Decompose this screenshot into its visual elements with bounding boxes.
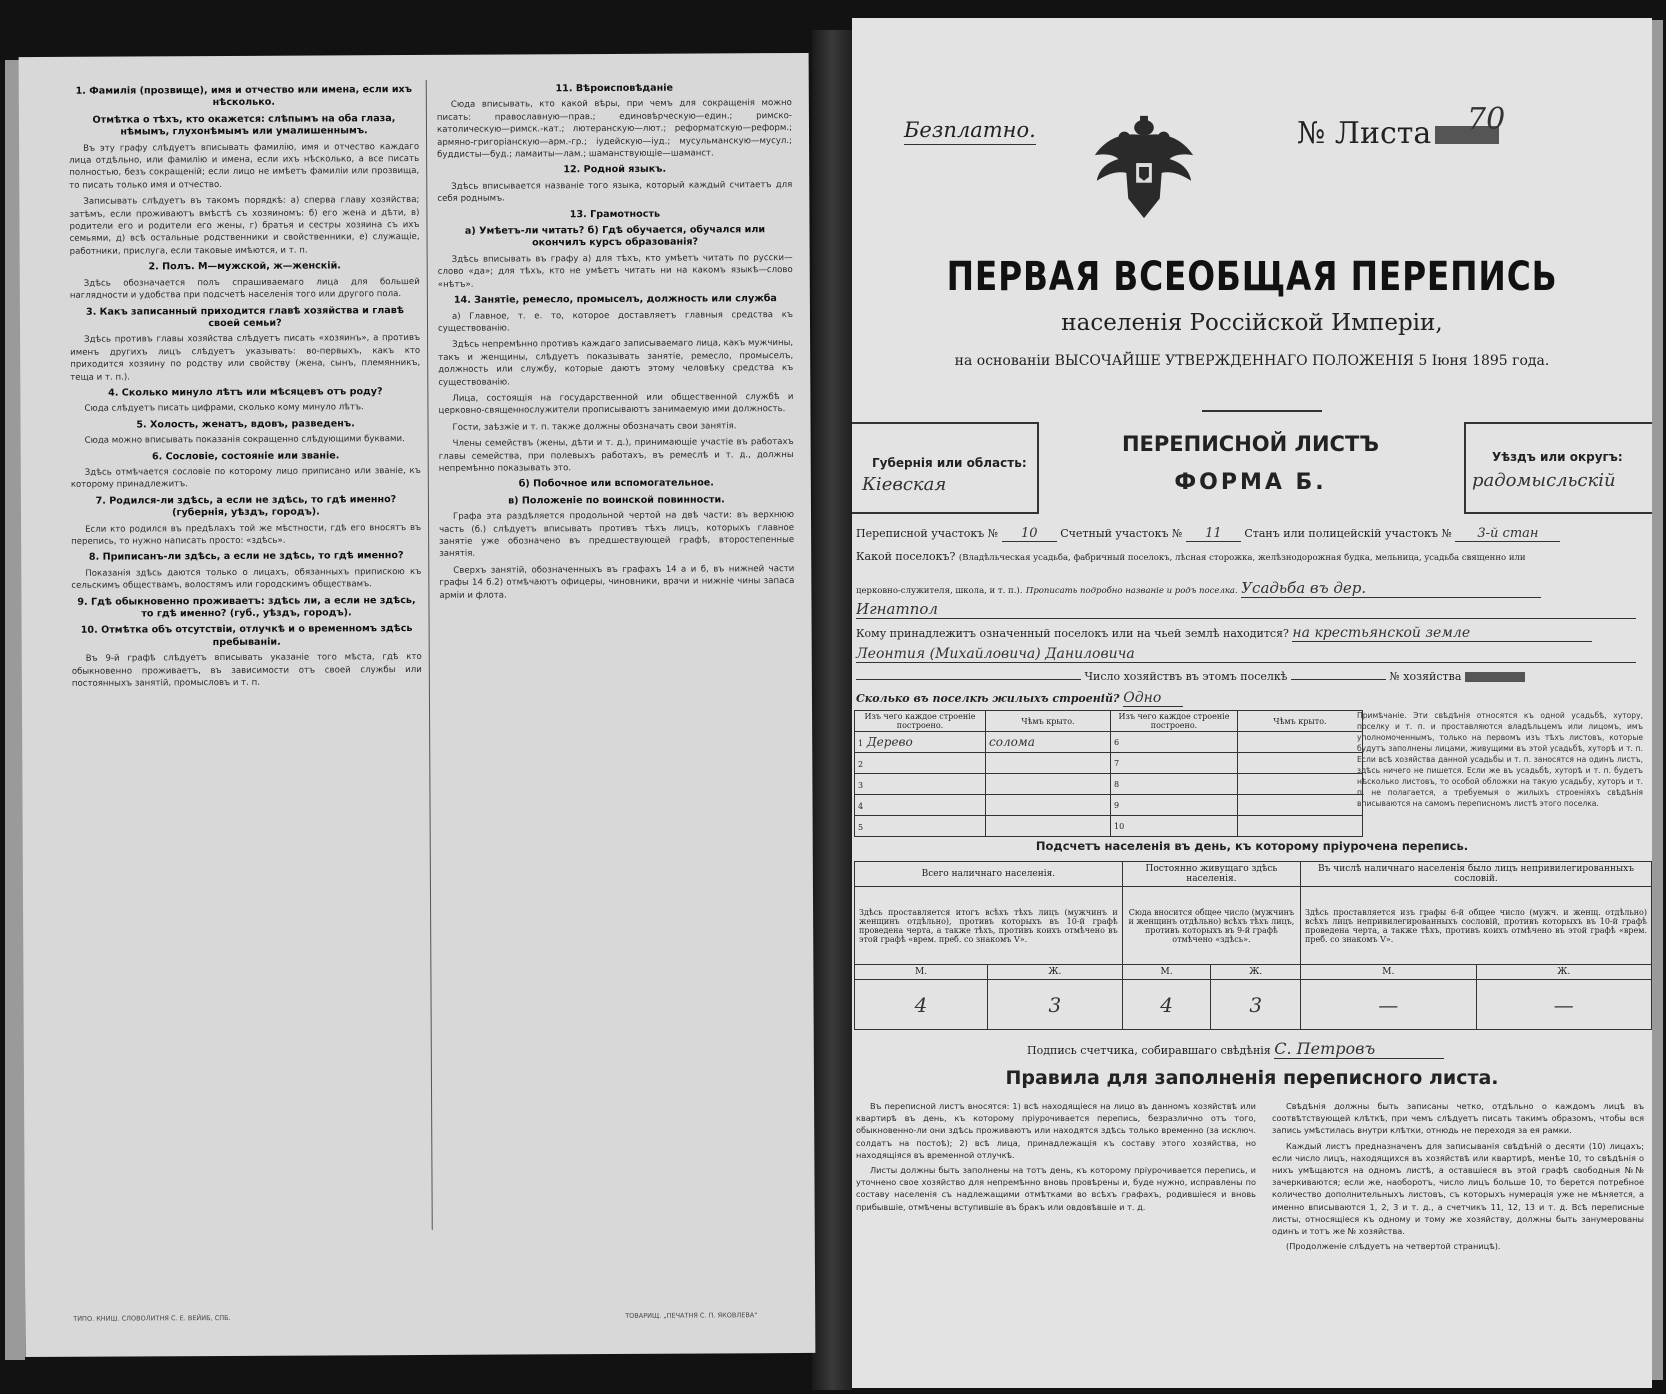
pop-header-resident: Постоянно живущаго здѣсь населенія.: [1122, 862, 1300, 887]
bt-material-header: Изъ чего каждое строеніе построено.: [855, 711, 986, 732]
instruction-paragraph: Гости, заѣзжіе и т. п. также должны обозначать свои занятія.: [452, 421, 737, 433]
census-form-page: [852, 18, 1652, 1388]
count-district-value: 11: [1186, 526, 1241, 542]
buildings-row: [855, 774, 1363, 795]
instruction-heading: 3. Какъ записанный приходится главѣ хозяйства и главѣ своей семьи?: [85, 304, 404, 329]
instruction-paragraph: Сюда вписывать, кто какой вѣры, при чемъ для сокращенія можно писать: православную—прав.; единовѣрческую—един.; римско-католическую—римск.-кат.; лютеранскую—лют.; реформатскую—реформ.; армяно-григоріанскую—арм.-гр.; іудейскую—іуд.; мусульманскую—мусул.; буддисты—буд.; ламаиты—лам.; шаманствующіе—шаманст.: [436, 98, 793, 160]
signature-line: [1027, 1039, 1444, 1059]
rules-column-left: [856, 1100, 1256, 1216]
pop-header-nonprivileged: Въ числѣ наличнаго населенія было лицъ непривилегированныхъ сословій.: [1301, 862, 1652, 887]
settlement-value-2: Игнатпол: [856, 600, 1636, 619]
instruction-paragraph: Графа эта раздѣляется продольной чертой на двѣ части: въ верхнюю часть (б.) слѣдуетъ вписывать противъ тѣхъ лицъ, которыхъ главное занятіе уже обозначено въ предшествующей графѣ, второстепенные занятія.: [439, 510, 795, 560]
instruction-paragraph: Здѣсь вписывать въ графу а) для тѣхъ, кто умѣетъ читать по русски—слово «да»; для тѣхъ, кто не умѣетъ читать ни на какомъ языкѣ—слово «нѣтъ».: [437, 252, 793, 290]
district-line: [856, 526, 1560, 542]
bt-roof-value: [1238, 732, 1363, 753]
census-title: ПЕРВАЯ ВСЕОБЩАЯ ПЕРЕПИСЬ: [946, 254, 1558, 300]
instruction-heading: а) Умѣетъ-ли читать? б) Гдѣ обучается, обучался или окончилъ курсъ образованія?: [464, 224, 766, 249]
instruction-heading: в) Положеніе по воинской повинности.: [508, 494, 725, 507]
instruction-heading: 13. Грамотность: [569, 208, 661, 220]
bt-material-header-2: Изъ чего каждое строеніе построено.: [1111, 711, 1238, 732]
bt-roof-value: [986, 795, 1111, 816]
bt-row-number: 6: [1111, 732, 1238, 753]
instruction-heading: 4. Сколько минуло лѣтъ или мѣсяцевъ отъ роду?: [108, 386, 383, 399]
sheet-title: ПЕРЕПИСНОЙ ЛИСТЪ: [1121, 432, 1379, 456]
pop-desc-resident: Сюда вносится общее число (мужчинъ и женщинъ отдѣльно) всѣхъ тѣхъ лицъ, противъ которыхъ въ 9-й графѣ отмѣчено «здѣсь».: [1122, 887, 1300, 965]
stan-label: Станъ или полицейскій участокъ №: [1244, 527, 1452, 540]
uezd-box: [1464, 422, 1652, 514]
instruction-heading: Отмѣтка о тѣхъ, кто окажется: слѣпымъ на оба глаза, нѣмымъ, глухонѣмымъ или умалишеннымъ.: [92, 112, 396, 138]
instruction-heading: 9. Гдѣ обыкновенно проживаетъ: здѣсь ли, а если не здѣсь, то гдѣ именно? (губ., уѣздъ, городъ).: [77, 594, 416, 620]
settlement-value: Усадьба въ дер.: [1241, 579, 1541, 598]
bt-material-cell: [855, 816, 986, 837]
instruction-paragraph: Записывать слѣдуетъ въ такомъ порядкѣ: а) сперва главу хозяйства; затѣмъ, если проживаютъ вмѣстѣ съ хозяиномъ: б) его жена и дѣти, в) родители его и родители его жены, г) братья и сестры хозяина съ ихъ семьями, д) всѣ остальные родственники и свойственники, е) служащіе, работники, прислуга, если таковые имѣются, и т. п.: [69, 195, 420, 257]
population-table: [854, 861, 1652, 1030]
bt-row-number: 8: [1111, 774, 1238, 795]
population-title: Подсчетъ населенія въ день, къ которому пріурочена перепись.: [1035, 839, 1469, 853]
bt-material-cell: [855, 753, 986, 774]
bt-row-number: 9: [1111, 795, 1238, 816]
instruction-paragraph: Сюда слѣдуетъ писать цифрами, сколько кому минуло лѣтъ.: [84, 402, 364, 415]
instruction-paragraph: Сверхъ занятій, обозначенныхъ въ графахъ 14 а и б, въ нижней части графы 14 б.2) отмѣчаютъ офицеры, чиновники, врачи и нижніе чины запаса арміи и флота.: [439, 563, 795, 601]
census-district-label: Переписной участокъ №: [856, 527, 999, 540]
pop-f-label: Ж.: [1211, 965, 1301, 980]
bt-roof-value: [1238, 795, 1363, 816]
settlement-label: Какой поселокъ?: [856, 550, 956, 563]
pop-header-total: Всего наличнаго населенія.: [855, 862, 1123, 887]
instruction-heading: б) Побочное или вспомогательное.: [518, 477, 714, 490]
bt-roof-value: [1238, 753, 1363, 774]
instruction-paragraph: а) Главное, т. е. то, которое доставляетъ главныя средства къ существованію.: [438, 309, 793, 334]
uezd-label: Уѣздъ или округъ:: [1492, 450, 1623, 464]
instruction-heading: 8. Приписанъ-ли здѣсь, а если не здѣсь, то гдѣ именно?: [88, 550, 404, 564]
buildings-row: [855, 732, 1363, 753]
bt-roof-value: [1238, 774, 1363, 795]
bt-roof-header-2: Чѣмъ крыто.: [1238, 711, 1363, 732]
rules-paragraph: Каждый листъ предназначенъ для записыванія свѣдѣній о десяти (10) лицахъ; если число лицъ, находящихся въ хозяйствѣ или квартирѣ, менѣе 10, то свѣдѣнія о нихъ умѣщаются на одномъ листѣ, а оставшіеся въ этой графѣ свободныя №№ зачеркиваются; если же, наоборотъ, число лицъ больше 10, то берется потребное количество дополнительныхъ листовъ, съ которыхъ нумерація уже не мѣняется, а именно вписываются 1, 2, 3 и т. д., а счетчикъ 11, 12, 13 и т. д. Всѣ переписные листы, относящіеся къ одному и тому же хозяйству, должны быть занумерованы одинъ и тотъ же № хозяйства.: [1272, 1140, 1644, 1237]
bt-row-number: 4: [858, 802, 864, 811]
instruction-paragraph: Здѣсь непремѣнно противъ каждаго записываемаго лица, какъ мужчины, такъ и женщины, слѣдуетъ показывать занятіе, ремесло, промыселъ, должность или службу, которые даютъ этому человѣку средства къ существованію.: [438, 338, 794, 388]
title-divider: [1202, 410, 1322, 412]
instruction-paragraph: Здѣсь противъ главы хозяйства слѣдуетъ писать «хозяинъ», а противъ именъ другихъ лицъ слѣдуетъ указывать: во-первыхъ, какъ кто приходится хозяину по родству или свойству (жена, сынъ, племянникъ, теща и т. п.).: [70, 333, 421, 383]
pop-m-label: М.: [1301, 965, 1476, 980]
pop-resident-f: 3: [1211, 980, 1301, 1030]
pop-f-label: Ж.: [988, 965, 1123, 980]
instruction-paragraph: Здѣсь отмѣчается сословіе по которому лицо приписано или званіе, къ которому принадлежитъ.: [70, 465, 421, 491]
rules-paragraph: (Продолженіе слѣдуетъ на четвертой страницѣ).: [1286, 1241, 1501, 1252]
instruction-paragraph: Въ 9-й графѣ слѣдуетъ вписывать указаніе того мѣста, гдѣ кто обыкновенно проживаетъ, въ зависимости отъ своей службы или постоянныхъ занятій, промысловъ и т. п.: [71, 652, 422, 689]
double-headed-eagle-icon: [1085, 108, 1203, 226]
buildings-value: Одно: [1123, 690, 1183, 707]
bt-roof-value: [986, 774, 1111, 795]
bt-material-cell: [855, 795, 986, 816]
column-divider: [426, 80, 433, 1230]
instruction-heading: 11. Вѣроисповѣданіе: [555, 82, 674, 95]
owner-label: Кому принадлежитъ означенный поселокъ или на чьей землѣ находится?: [856, 627, 1289, 640]
households-line: [856, 670, 1525, 683]
pop-m-label: М.: [855, 965, 988, 980]
buildings-table: [854, 710, 1363, 837]
pop-total-f: 3: [988, 980, 1123, 1030]
signature-value: С. Петровъ: [1274, 1039, 1444, 1059]
buildings-label: Сколько въ поселкѣ жилыхъ строеній?: [856, 692, 1120, 705]
settlement-line-3: [856, 600, 1636, 619]
pop-desc-total: Здѣсь проставляется итогъ всѣхъ тѣхъ лицъ (мужчинъ и женщинъ отдѣльно), противъ которыхъ въ 10-й графѣ проведена черта, а также тѣхъ, противъ коихъ отмѣчено въ этой графѣ «врем. преб. со знакомъ V».: [855, 887, 1123, 965]
instructions-page: [19, 53, 816, 1357]
sheet-number-label: № Листа: [1297, 116, 1432, 151]
census-basis: на основаніи ВЫСОЧАЙШЕ УТВЕРЖДЕННАГО ПОЛОЖЕНІЯ 5 Іюня 1895 года.: [954, 353, 1550, 369]
gubernia-label: Губернія или область:: [872, 456, 1027, 470]
count-district-label: Счетный участокъ №: [1060, 527, 1183, 540]
gubernia-value: Кіевская: [862, 474, 947, 495]
settlement-hint: (Владѣльческая усадьба, фабричный поселокъ, лѣсная сторожка, желѣзнодорожная будка, мельница, усадьба священно или: [958, 553, 1526, 563]
bt-material-value: Дерево: [863, 735, 913, 749]
household-no-label: № хозяйства: [1389, 670, 1462, 683]
owner-value-2: Леонтия (Михайловича) Даниловича: [856, 646, 1636, 663]
instruction-heading: 14. Занятіе, ремесло, промыселъ, должность или служба: [453, 293, 777, 306]
instruction-heading: 2. Полъ. М—мужской, ж—женскій.: [148, 260, 341, 273]
instruction-paragraph: Лица, состоящія на государственной или общественной службѣ и церковно-священнослужители прописываютъ занимаемую ими должность.: [438, 391, 794, 417]
instruction-heading: 7. Родился-ли здѣсь, а если не здѣсь, то гдѣ именно? (губернія, уѣздъ, городъ).: [95, 493, 397, 519]
uezd-value: радомысльскій: [1472, 470, 1616, 491]
buildings-line: [856, 690, 1183, 707]
instruction-heading: 10. Отмѣтка объ отсутствіи, отлучкѣ и о временномъ здѣсь пребываніи.: [80, 623, 413, 648]
instruction-heading: 1. Фамилія (прозвище), имя и отчество или имена, если ихъ нѣсколько.: [75, 84, 412, 109]
pop-resident-m: 4: [1122, 980, 1211, 1030]
household-no-stamp: [1465, 672, 1525, 682]
settlement-line: [856, 550, 1646, 563]
printer-footer-left: ТИПО. КНИШ. СЛОВОЛИТНЯ С. Е. ВЕЙИБ, СПБ.: [73, 1313, 231, 1323]
bt-roof-value: [986, 753, 1111, 774]
owner-line: [856, 625, 1592, 642]
bt-roof-value: солома: [986, 732, 1111, 753]
pop-total-m: 4: [855, 980, 988, 1030]
instruction-heading: 12. Родной языкъ.: [563, 164, 667, 176]
buildings-row: [855, 795, 1363, 816]
instructions-column-a: [69, 80, 422, 694]
buildings-note: Примѣчаніе. Эти свѣдѣнія относятся къ одной усадьбѣ, хутору, поселку и т. п. и проставляются владѣльцемъ или лицомъ, имъ уполномоченнымъ, только на первомъ изъ тѣхъ листовъ, которые будутъ заполнены лицами, живущими въ этой усадьбѣ, хуторѣ и т. п. Если всѣ хозяйства данной усадьбы и т. п. заносятся на одинъ листъ, здѣсь ничего не пишется. Если же въ усадьбѣ, хуторѣ и т. п. будетъ нѣсколько листовъ, то особой обложки на такую усадьбу, хуторъ и т. п. не полагается, а требуемыя о жилыхъ строеніяхъ свѣдѣнія вписываются на самомъ переписномъ листѣ этого поселка.: [1357, 711, 1643, 808]
settlement-line-2: [856, 579, 1541, 598]
rules-paragraph: Въ переписной листъ вносятся: 1) всѣ находящіеся на лицо въ данномъ хозяйствѣ или квартирѣ въ день, къ которому пріурочивается перепись, безразлично отъ того, обыкновенно-ли они здѣсь проживаютъ или находятся здѣсь только временно (за исключ. солдатъ на постоѣ); 2) всѣ лица, принадлежащія къ составу этого хозяйства, но находящіяся въ временной отлучкѣ.: [856, 1101, 1256, 1160]
signature-label: Подпись счетчика, собиравшаго свѣдѣнія: [1027, 1044, 1271, 1057]
buildings-row: [855, 753, 1363, 774]
instructions-column-b: [437, 78, 795, 606]
rules-column-right: [1272, 1100, 1644, 1255]
pop-nonpriv-m: —: [1301, 980, 1476, 1030]
settlement-hint-3: Прописать подробно названіе и родъ поселка.: [1025, 586, 1238, 596]
pop-f-label: Ж.: [1476, 965, 1652, 980]
pop-m-label: М.: [1122, 965, 1211, 980]
instruction-paragraph: Здѣсь обозначается полъ спрашиваемаго лица для большей наглядности и удобства при подсчетѣ населенія того или другого пола.: [69, 276, 420, 301]
pop-desc-nonprivileged: Здѣсь проставляется изъ графы 6-й общее число (мужч. и женщ. отдѣльно) всѣхъ лицъ непривилегированныхъ сословій, противъ которыхъ въ 10-й графѣ проведена черта, а также тѣхъ, противъ коихъ отмѣчено въ этой графѣ «врем. преб. со знакомъ V».: [1301, 887, 1652, 965]
instruction-paragraph: Члены семействъ (жены, дѣти и т. д.), принимающіе участіе въ работахъ главы семейства, при полевыхъ работахъ, въ ремеслѣ и т. д., должны непремѣнно показывать это.: [438, 437, 794, 474]
settlement-hint-2: церковно-служителя, школа, и т. п.).: [856, 586, 1023, 596]
instruction-paragraph: Въ эту графу слѣдуетъ вписывать фамилію, имя и отчество каждаго лица отдѣльно, или фамилію и имена, если ихъ нѣсколько, а все писать полностью, безъ сокращеній; если лицо не имѣетъ фамиліи или прозвища, то писать только имя и отчество.: [69, 141, 420, 191]
rules-paragraph: Листы должны быть заполнены на тотъ день, къ которому пріурочивается перепись, и уточнено свое хозяйство для непремѣнно вновь провѣрены и, буде нужно, исправлены по составу населенія съ надлежащими отмѣтками во всѣхъ графахъ, родившіеся и вновь прибывшіе, отмѣчены вступившіе въ бракъ или овдовѣвшіе и т. д.: [856, 1165, 1256, 1212]
bt-row-number: 1: [858, 739, 864, 748]
book-fold: [812, 30, 852, 1390]
census-district-value: 10: [1002, 526, 1057, 542]
rules-title: Правила для заполненія переписного листа.: [1005, 1067, 1499, 1089]
census-subtitle: населенія Россійской Имперіи,: [1061, 310, 1443, 336]
bt-roof-header: Чѣмъ крыто.: [986, 711, 1111, 732]
free-label: Безплатно.: [904, 118, 1036, 145]
stan-value: 3-й стан: [1455, 526, 1560, 542]
bt-row-number: 7: [1111, 753, 1238, 774]
owner-value: на крестьянской земле: [1292, 625, 1592, 642]
instruction-paragraph: Здѣсь вписывается названіе того языка, который каждый считаетъ для себя роднымъ.: [437, 179, 793, 205]
bt-roof-value: [986, 816, 1111, 837]
form-title: ФОРМА Б.: [1174, 470, 1327, 495]
buildings-row: [855, 816, 1363, 837]
instruction-paragraph: Сюда можно вписывать показанія сокращенно слѣдующими буквами.: [84, 434, 405, 446]
bt-material-cell: [855, 732, 986, 753]
instruction-heading: 6. Сословіе, состояніе или званіе.: [151, 449, 340, 462]
instruction-paragraph: Показанія здѣсь даются только о лицахъ, обязанныхъ припискою къ сельскимъ обществамъ, волостямъ или городскимъ обществамъ.: [71, 566, 422, 592]
instruction-heading: 5. Холость, женатъ, вдовъ, разведенъ.: [136, 418, 355, 431]
bt-material-cell: [855, 774, 986, 795]
owner-line-2: [856, 646, 1636, 663]
archive-page-number: 70: [1467, 102, 1506, 137]
pop-nonpriv-f: —: [1476, 980, 1652, 1030]
bt-roof-value: [1238, 816, 1363, 837]
bt-row-number: 5: [858, 823, 864, 832]
instruction-paragraph: Если кто родился въ предѣлахъ той же мѣстности, гдѣ его вносятъ въ перепись, то нужно написать просто: «здѣсь».: [71, 522, 422, 547]
bt-row-number: 10: [1111, 816, 1238, 837]
printer-footer-right: ТОВАРИЩ. „ПЕЧАТНЯ С. П. ЯКОВЛЕВА“: [625, 1311, 758, 1320]
rules-paragraph: Свѣдѣнія должны быть записаны четко, отдѣльно о каждомъ лицѣ въ соотвѣтствующей клѣткѣ, при чемъ слѣдуетъ писать такимъ образомъ, чтобы вся запись умѣстилась внутри клѣтки, отнюдь не переходя за ея рамки.: [1272, 1101, 1644, 1136]
bt-row-number: 3: [858, 781, 864, 790]
bt-row-number: 2: [858, 760, 864, 769]
households-label: Число хозяйствъ въ этомъ поселкѣ: [1084, 670, 1288, 683]
